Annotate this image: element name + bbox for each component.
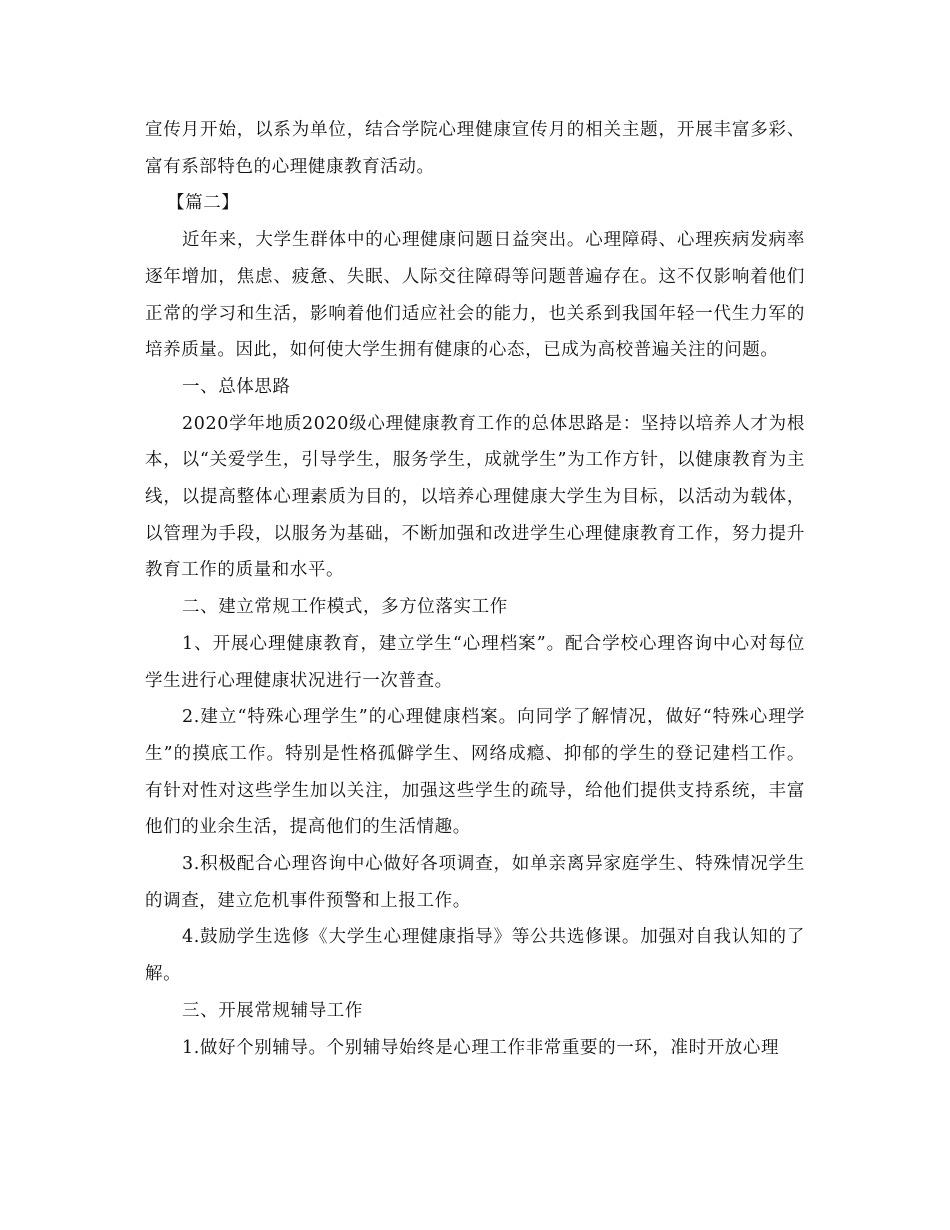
- heading-overall-approach: 一、总体思路: [182, 376, 291, 397]
- paragraph-item-4: 4.鼓励学生选修《大学生心理健康指导》等公共选修课。加强对自我认知的了解。: [145, 927, 805, 985]
- paragraph-continuation: 宣传月开始，以系为单位，结合学院心理健康宣传月的相关主题，开展丰富多彩、富有系部特色的心理健康教育活动。: [145, 120, 805, 177]
- paragraph-counseling-1: 1.做好个别辅导。个别辅导始终是心理工作非常重要的一环，准时开放心理: [182, 1037, 780, 1058]
- paragraph-intro: 近年来，大学生群体中的心理健康问题日益突出。心理障碍、心理疾病发病率逐年增加，焦虑、疲惫、失眠、人际交往障碍等问题普遍存在。这不仅影响着他们正常的学习和生活，影响着他们适应社会的能力，也关系到我国年轻一代生力军的培养质量。因此，如何使大学生拥有健康的心态，已成为高校普遍关注的问题。: [145, 230, 805, 361]
- heading-counseling-work: 三、开展常规辅导工作: [182, 1000, 363, 1021]
- paragraph-overall-approach: 2020学年地质2020级心理健康教育工作的总体思路是：坚持以培养人才为根本，以“关爱学生，引导学生，服务学生，成就学生”为工作方针，以健康教育为主线，以提高整体心理素质为目的，以培养心理健康大学生为目标，以活动为载体，以管理为手段，以服务为基础，不断加强和改进学生心理健康教育工作，努力提升教育工作的质量和水平。: [145, 413, 805, 581]
- paragraph-item-2: 2.建立“特殊心理学生”的心理健康档案。向同学了解情况，做好“特殊心理学生”的摸底工作。特别是性格孤僻学生、网络成瘾、抑郁的学生的登记建档工作。有针对性对这些学生加以关注，加强这些学生的疏导，给他们提供支持系统，丰富他们的业余生活，提高他们的生活情趣。: [145, 707, 805, 838]
- paragraph-item-3: 3.积极配合心理咨询中心做好各项调查，如单亲离异家庭学生、特殊情况学生的调查，建立危机事件预警和上报工作。: [145, 854, 805, 911]
- heading-work-mode: 二、建立常规工作模式，多方位落实工作: [182, 597, 508, 618]
- section-mark-part-two: 【篇二】: [167, 193, 240, 214]
- document-page: [145, 112, 805, 1066]
- paragraph-item-1: 1、开展心理健康教育，建立学生“心理档案”。配合学校心理咨询中心对每位学生进行心理健康状况进行一次普查。: [145, 633, 805, 691]
